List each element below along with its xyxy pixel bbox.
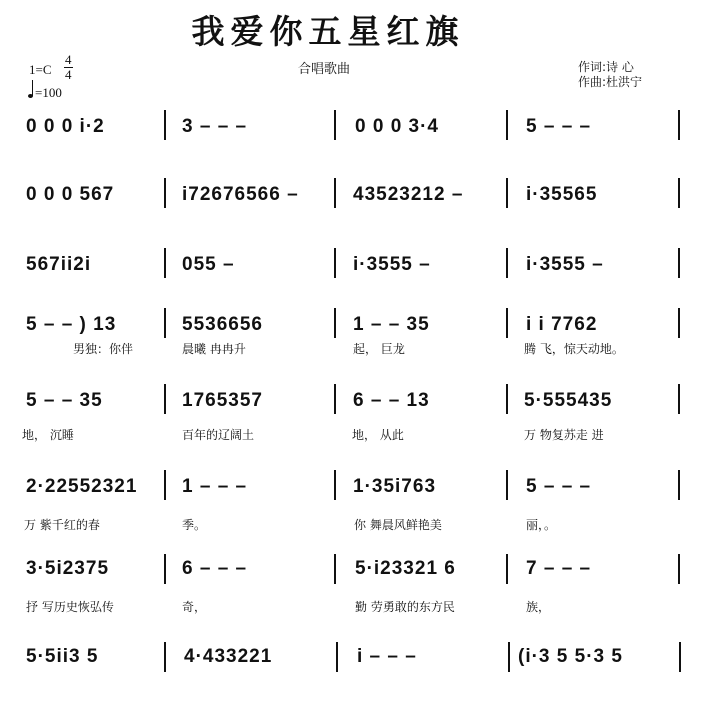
score-row: [0, 554, 704, 614]
measure: 5 – – –: [526, 116, 592, 137]
measure: 1 – – –: [182, 476, 248, 497]
score-row: [0, 384, 704, 444]
barline: [678, 110, 680, 140]
measure: 055 –: [182, 254, 235, 275]
measure: i·3555 –: [526, 254, 604, 275]
measure: 0 0 0 567: [26, 184, 115, 205]
barline: [334, 308, 336, 338]
barline: [334, 248, 336, 278]
barline: [164, 178, 166, 208]
quarter-note-icon: [28, 94, 33, 98]
tempo-marking: =100: [28, 85, 62, 101]
measure: 5 – – ) 13: [26, 314, 117, 335]
lyric: 万 紫千红的春: [24, 518, 100, 532]
lyricist: 作词:诗 心: [578, 60, 634, 74]
song-subtitle: 合唱歌曲: [298, 62, 351, 77]
lyric: 男独：你伴: [73, 342, 134, 356]
barline: [506, 308, 508, 338]
barline: [334, 110, 336, 140]
lyric: 万 物复苏走 进: [524, 428, 604, 442]
barline: [678, 178, 680, 208]
barline: [678, 248, 680, 278]
measure: 0 0 0 i·2: [26, 116, 105, 137]
lyric: 地， 从此: [352, 428, 404, 442]
barline: [506, 470, 508, 500]
lyric: 勤 劳勇敢的东方民: [355, 600, 455, 614]
barline: [506, 554, 508, 584]
barline: [678, 384, 680, 414]
measure: 5536656: [182, 314, 263, 335]
barline: [508, 642, 510, 672]
measure: 3·5i2375: [26, 558, 110, 579]
time-signature: 4 4: [65, 52, 72, 82]
barline: [678, 554, 680, 584]
measure: 4·433221: [184, 646, 273, 667]
barline: [678, 308, 680, 338]
barline: [164, 248, 166, 278]
measure: i72676566 –: [182, 184, 299, 205]
measure: 1765357: [182, 390, 263, 411]
barline: [164, 554, 166, 584]
score-row: [0, 308, 704, 368]
measure: 5·i23321 6: [355, 558, 456, 579]
lyric: 你 舞晨风鲜艳美: [354, 518, 442, 532]
lyric: 百年的辽阔土: [182, 428, 255, 442]
lyric: 晨曦 冉冉升: [182, 342, 246, 356]
key-signature: 1=C: [29, 62, 52, 77]
barline: [334, 384, 336, 414]
measure: (i·3 5 5·3 5: [518, 646, 623, 667]
credits: [578, 60, 642, 90]
lyric: 抒 写历史恢弘传: [26, 600, 114, 614]
composer: 作曲:杜洪宁: [578, 75, 643, 89]
barline: [678, 470, 680, 500]
measure: i i 7762: [526, 314, 598, 335]
measure: 5 – – –: [526, 476, 592, 497]
score-row: [0, 178, 704, 238]
lyric: 族，: [526, 600, 551, 614]
measure: 3 – – –: [182, 116, 248, 137]
measure: 43523212 –: [353, 184, 464, 205]
measure: 5·5ii3 5: [26, 646, 99, 667]
measure: 1 – – 35: [353, 314, 430, 335]
barline: [164, 308, 166, 338]
measure: 2·22552321: [26, 476, 138, 497]
barline: [334, 554, 336, 584]
barline: [334, 178, 336, 208]
score-row: [0, 110, 704, 170]
song-title: 我爱你五星红旗: [191, 12, 465, 51]
lyric: 丽，。: [526, 518, 557, 532]
score-row: [0, 470, 704, 530]
measure: 1·35i763: [353, 476, 437, 497]
barline: [164, 110, 166, 140]
measure: 6 – – 13: [353, 390, 430, 411]
lyric: 地， 沉睡: [22, 428, 74, 442]
measure: 6 – – –: [182, 558, 248, 579]
measure: 567ii2i: [26, 254, 92, 275]
lyric: 季。: [182, 518, 207, 532]
lyric: 奇，: [182, 600, 207, 614]
measure: 7 – – –: [526, 558, 592, 579]
score-row: [0, 248, 704, 308]
barline: [506, 110, 508, 140]
lyric: 起， 巨龙: [353, 342, 405, 356]
lyric: 腾 飞，惊天动地。: [524, 342, 624, 356]
barline: [164, 470, 166, 500]
barline: [506, 384, 508, 414]
barline: [334, 470, 336, 500]
measure: i·3555 –: [353, 254, 431, 275]
barline: [336, 642, 338, 672]
barline: [679, 642, 681, 672]
score-row: [0, 642, 704, 702]
measure: i·35565: [526, 184, 598, 205]
barline: [164, 642, 166, 672]
barline: [506, 248, 508, 278]
measure: 5·555435: [524, 390, 613, 411]
barline: [164, 384, 166, 414]
barline: [506, 178, 508, 208]
measure: 5 – – 35: [26, 390, 103, 411]
measure: i – – –: [357, 646, 417, 667]
measure: 0 0 0 3·4: [355, 116, 439, 137]
